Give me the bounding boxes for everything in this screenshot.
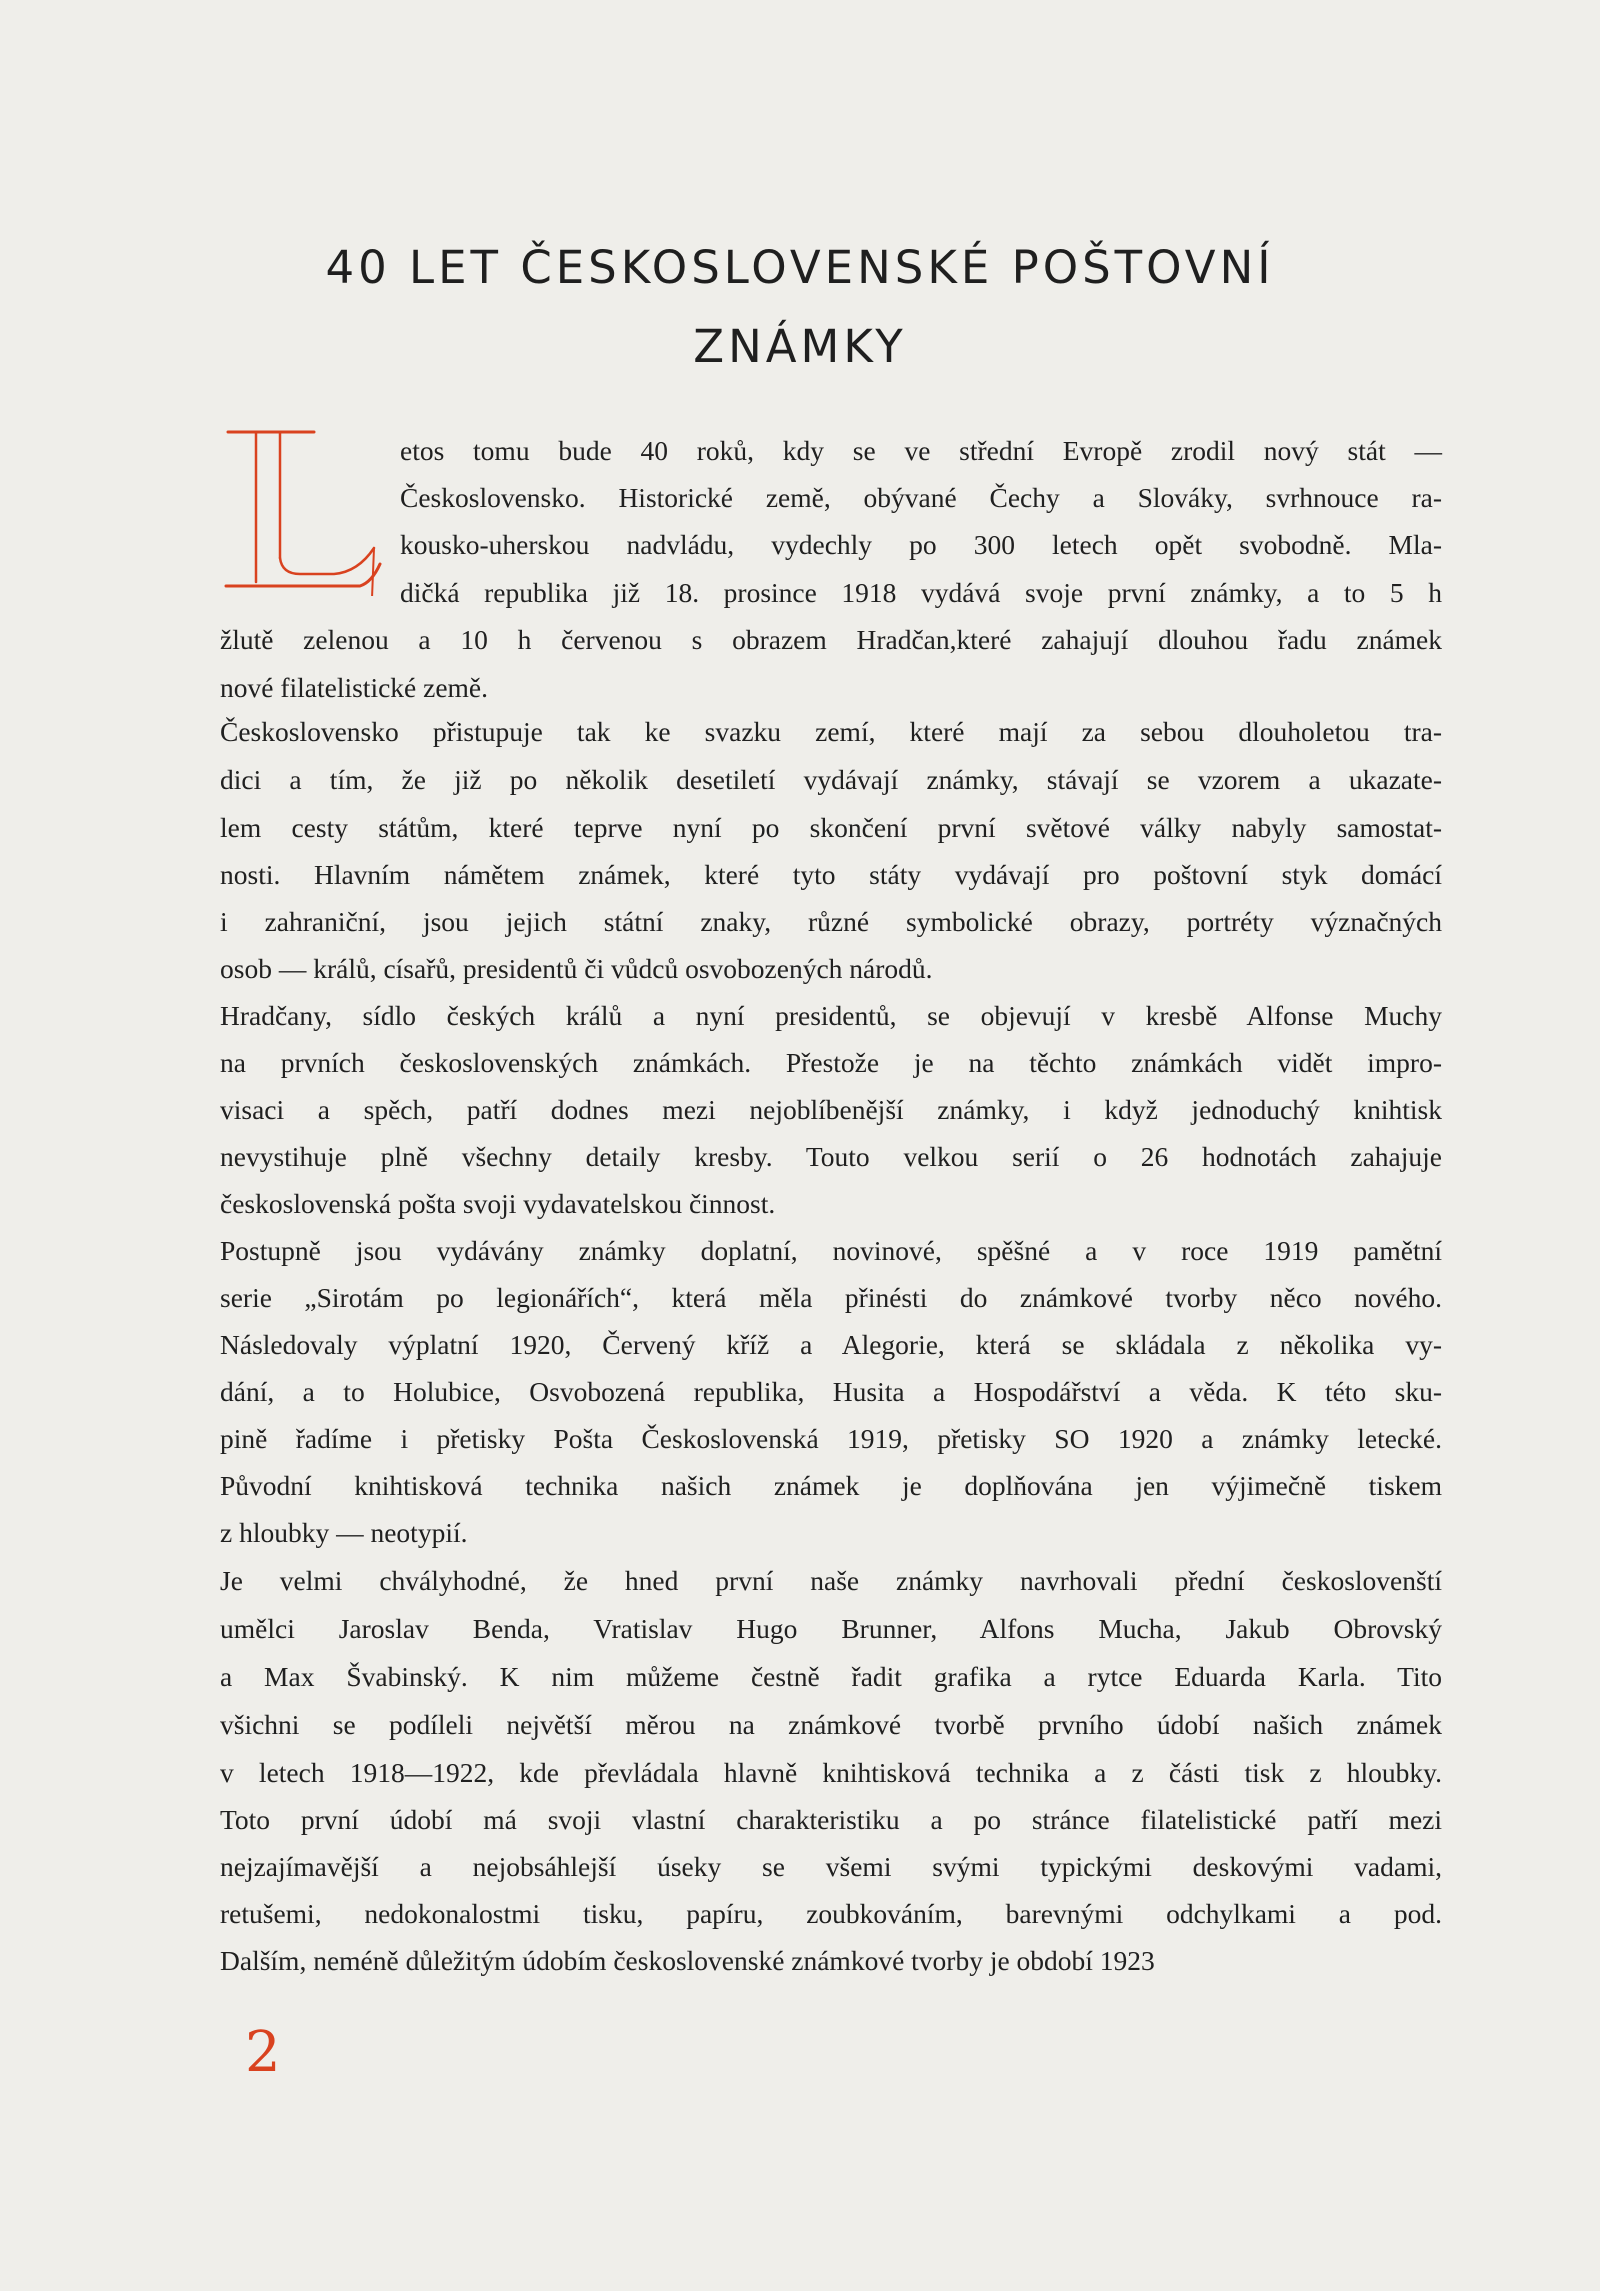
text-line: serie „Sirotám po legionářích“, která měla přinésti do známkové tvorby něco nového. <box>220 1282 1442 1313</box>
text-line: žlutě zelenou a 10 h červenou s obrazem Hradčan,které zahajují dlouhou řadu známek <box>220 624 1442 655</box>
text-line: nejzajímavější a nejobsáhlejší úseky se všemi svými typickými deskovými vadami, <box>220 1851 1442 1882</box>
page-title <box>0 228 1600 386</box>
text-line: československá pošta svoji vydavatelskou činnost. <box>220 1188 776 1219</box>
text-line: dání, a to Holubice, Osvobozená republika, Husita a Hospodářství a věda. K této sku- <box>220 1376 1442 1407</box>
text-line: všichni se podíleli největší měrou na známkové tvorbě prvního údobí našich známek <box>220 1709 1442 1740</box>
text-line: kousko-uherskou nadvládu, vydechly po 300 letech opět svobodně. Mla- <box>400 529 1442 560</box>
text-line: Následovaly výplatní 1920, Červený kříž a Alegorie, která se skládala z několika vy- <box>220 1329 1442 1360</box>
text-line: lem cesty státům, které teprve nyní po skončení první světové války nabyly samostat- <box>220 812 1442 843</box>
text-line: Československo přistupuje tak ke svazku zemí, které mají za sebou dlouholetou tra- <box>220 716 1442 747</box>
title-line-1: 40 LET ČESKOSLOVENSKÉ POŠTOVNÍ <box>325 241 1275 294</box>
title-line-2: ZNÁMKY <box>693 320 907 373</box>
text-line: Hradčany, sídlo českých králů a nyní presidentů, se objevují v kresbě Alfonse Muchy <box>220 1000 1442 1031</box>
text-line: dičká republika již 18. prosince 1918 vydává svoje první známky, a to 5 h <box>400 577 1442 608</box>
text-line: Toto první údobí má svoji vlastní charakteristiku a po stránce filatelistické patří mezi <box>220 1804 1442 1835</box>
text-line: na prvních československých známkách. Přestože je na těchto známkách vidět impro- <box>220 1047 1442 1078</box>
text-line: Postupně jsou vydávány známky doplatní, novinové, spěšné a v roce 1919 pamětní <box>220 1235 1442 1266</box>
text-line: z hloubky — neotypií. <box>220 1517 468 1548</box>
text-line: nevystihuje plně všechny detaily kresby. Touto velkou serií o 26 hodnotách zahajuje <box>220 1141 1442 1172</box>
text-line: Je velmi chvályhodné, že hned první naše známky navrhovali přední českoslovenští <box>220 1565 1442 1596</box>
text-line: nové filatelistické země. <box>220 672 489 703</box>
text-line: retušemi, nedokonalostmi tisku, papíru, zoubkováním, barevnými odchylkami a pod. <box>220 1898 1442 1929</box>
text-line: v letech 1918—1922, kde převládala hlavně knihtisková technika a z části tisk z hloubky. <box>220 1757 1442 1788</box>
text-line: visaci a spěch, patří dodnes mezi nejoblíbenější známky, i když jednoduchý knihtisk <box>220 1094 1442 1125</box>
text-line: Původní knihtisková technika našich známek je doplňována jen výjimečně tiskem <box>220 1470 1442 1501</box>
text-line: Československo. Historické země, obývané Čechy a Slováky, svrhnouce ra- <box>400 482 1442 513</box>
text-line: a Max Švabinský. K nim můžeme čestně řadit grafika a rytce Eduarda Karla. Tito <box>220 1661 1442 1692</box>
page-number: 2 <box>245 2020 281 2085</box>
text-line: etos tomu bude 40 roků, kdy se ve střední Evropě zrodil nový stát — <box>400 435 1442 466</box>
text-line: Dalším, neméně důležitým údobím československé známkové tvorby je období 1923 <box>220 1945 1155 1976</box>
text-line: osob — králů, císařů, presidentů či vůdců osvobozených národů. <box>220 953 933 984</box>
drop-cap-letter <box>222 422 382 596</box>
text-line: i zahraniční, jsou jejich státní znaky, různé symbolické obrazy, portréty význačných <box>220 906 1442 937</box>
text-line: dici a tím, že již po několik desetiletí vydávají známky, stávají se vzorem a ukazate- <box>220 764 1442 795</box>
text-line: umělci Jaroslav Benda, Vratislav Hugo Brunner, Alfons Mucha, Jakub Obrovský <box>220 1613 1442 1644</box>
text-line: nosti. Hlavním námětem známek, které tyto státy vydávají pro poštovní styk domácí <box>220 859 1442 890</box>
text-line: pině řadíme i přetisky Pošta Československá 1919, přetisky SO 1920 a známky letecké. <box>220 1423 1442 1454</box>
